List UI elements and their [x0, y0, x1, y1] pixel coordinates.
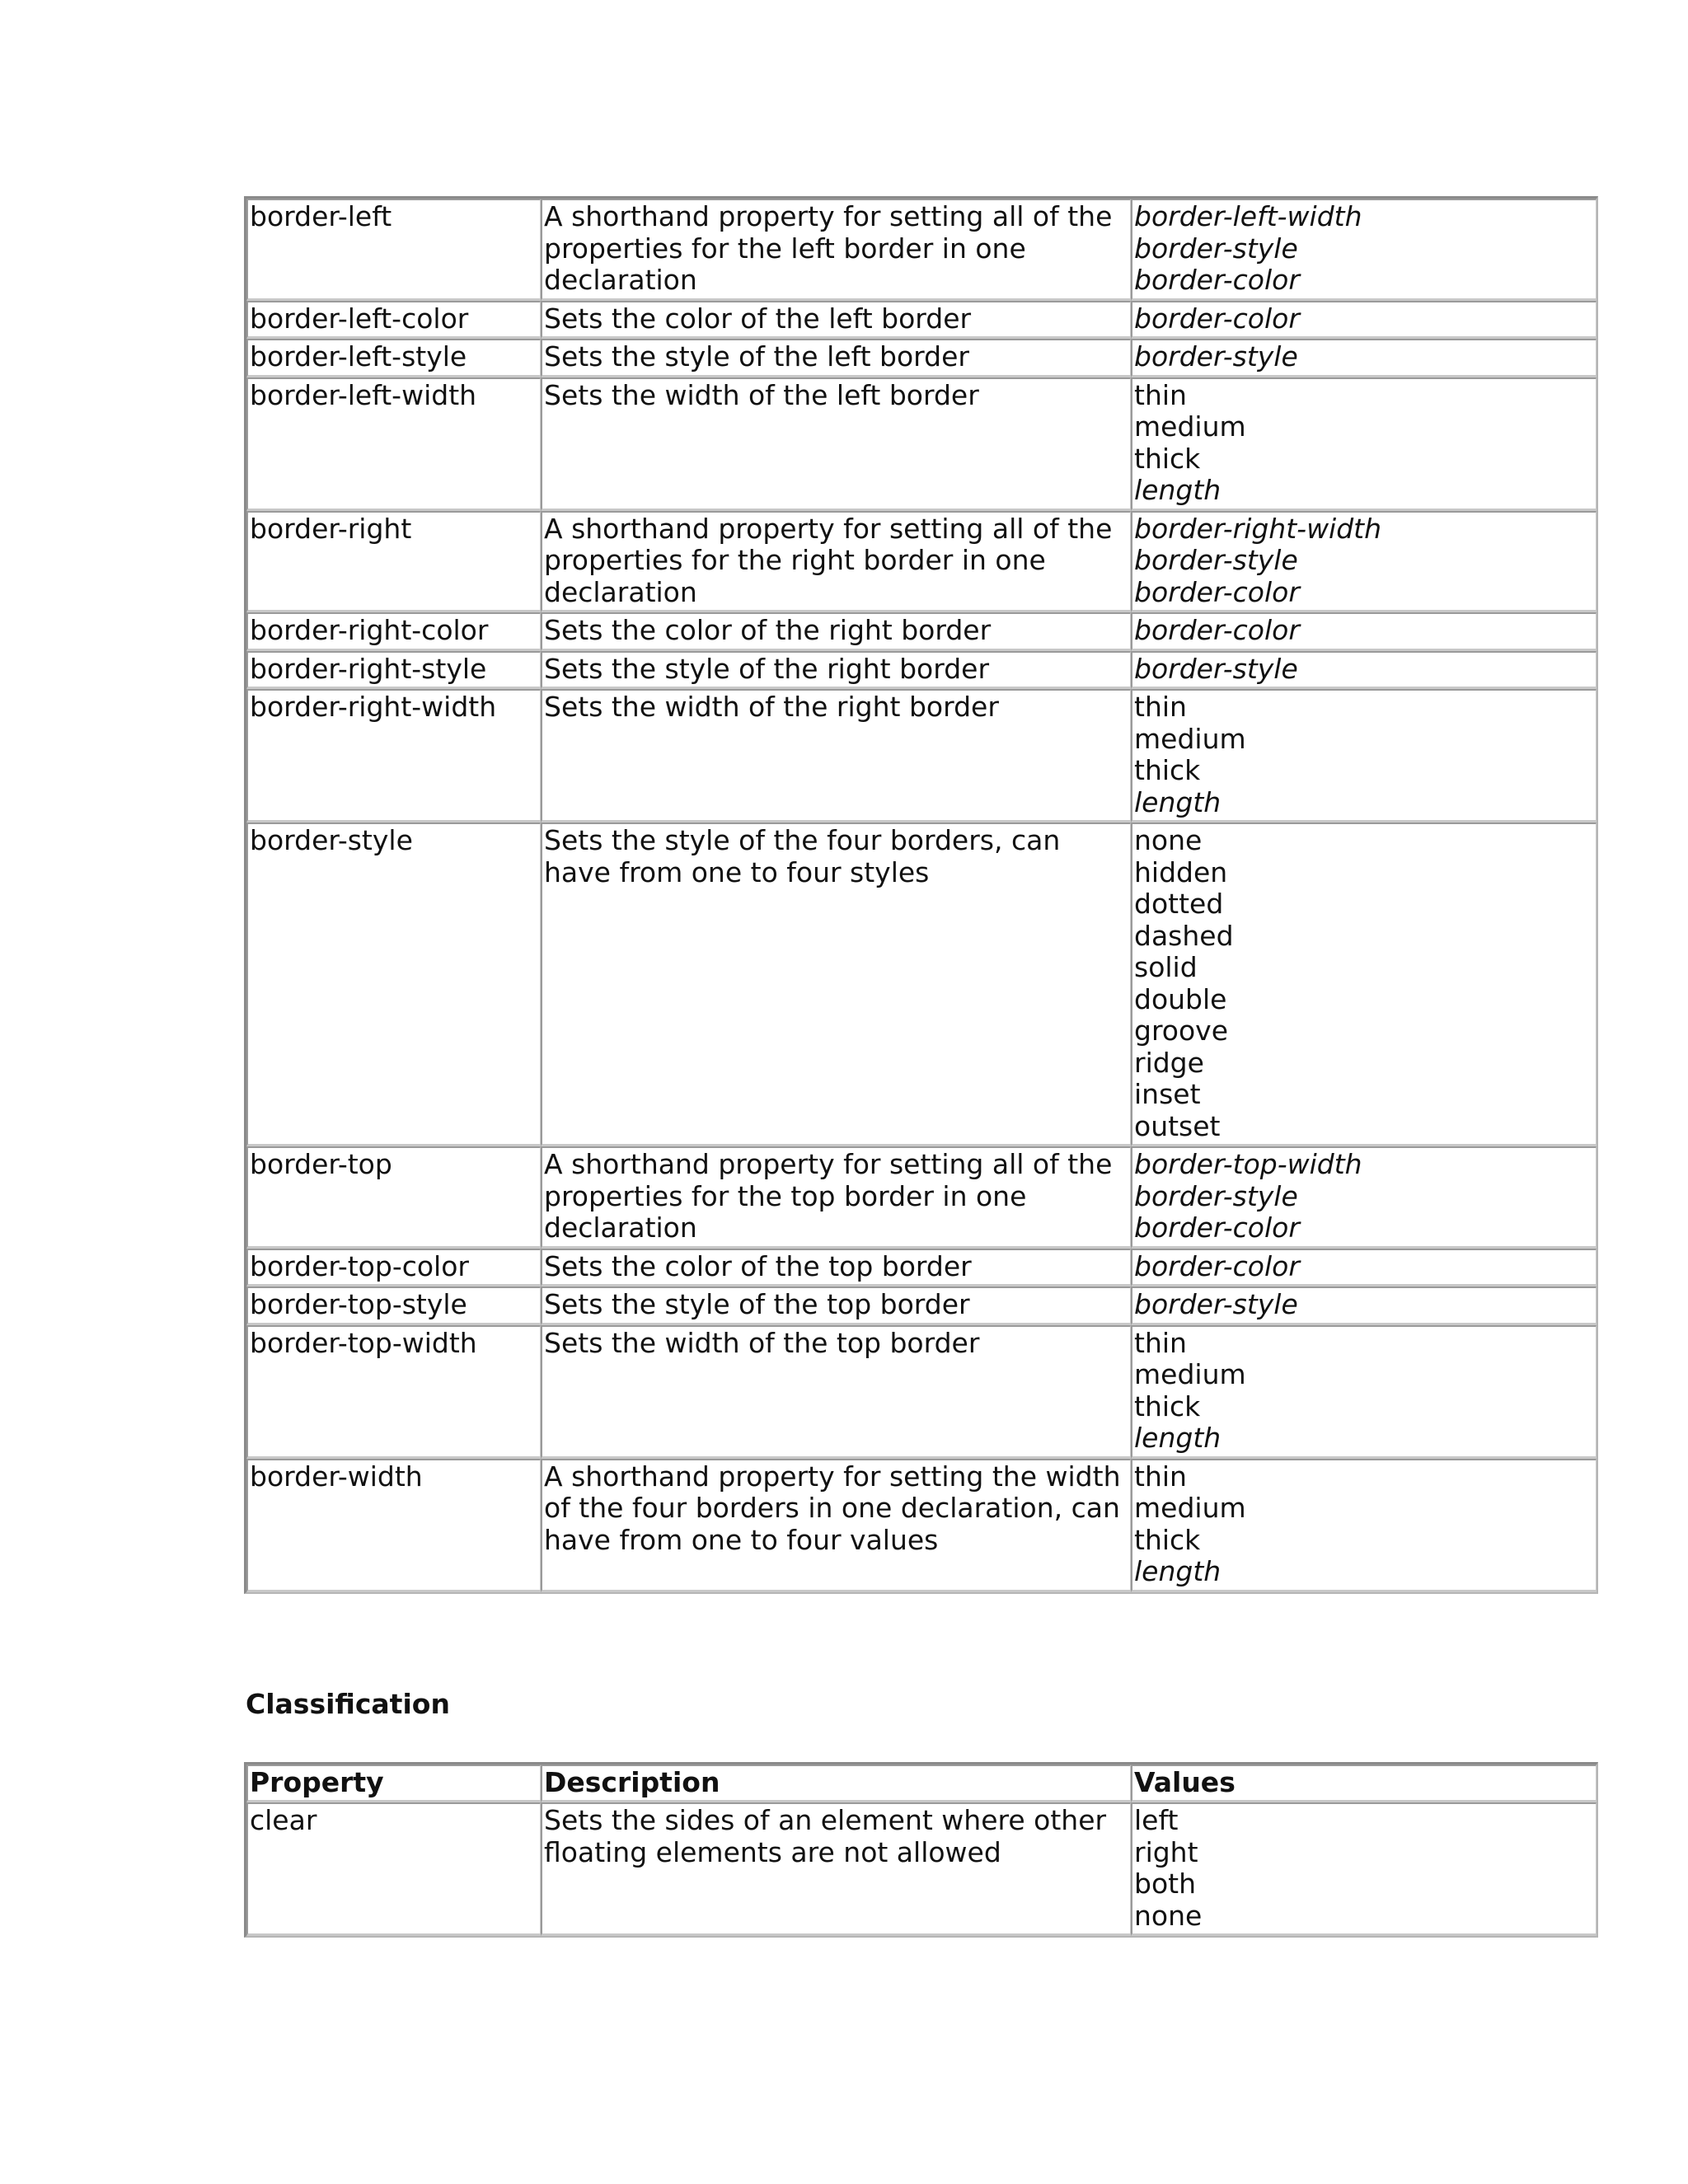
description-cell: Sets the style of the four borders, can have from one to four styles	[541, 823, 1131, 1146]
table-row	[246, 1249, 1597, 1287]
table-row	[246, 823, 1597, 1146]
description-cell: Sets the style of the left border	[541, 339, 1131, 377]
table-row	[246, 689, 1597, 823]
value-item: border-color	[1134, 614, 1300, 646]
value-item: thick	[1134, 442, 1201, 475]
property-cell: border-right-color	[246, 612, 541, 651]
property-cell: border-style	[246, 823, 541, 1146]
header-values: Values	[1131, 1765, 1597, 1803]
description-cell: Sets the style of the top border	[541, 1286, 1131, 1325]
section-title-classification: Classification	[246, 1687, 450, 1720]
value-item: solid	[1134, 951, 1198, 983]
property-cell: border-top-style	[246, 1286, 541, 1325]
table-row	[246, 1325, 1597, 1459]
value-item: border-style	[1134, 652, 1298, 685]
value-item: dashed	[1134, 919, 1234, 952]
table-row	[246, 1459, 1597, 1592]
value-item: none	[1134, 824, 1203, 856]
values-cell	[1131, 612, 1597, 651]
value-item: ridge	[1134, 1046, 1204, 1079]
value-item: thin	[1134, 1460, 1187, 1493]
description-cell: Sets the color of the left border	[541, 301, 1131, 340]
value-item: medium	[1134, 410, 1246, 443]
description-cell: A shorthand property for setting all of the properties for the top border in one declaration	[541, 1146, 1131, 1249]
document-page	[244, 196, 1594, 1938]
value-item: thin	[1134, 1326, 1187, 1359]
description-cell: A shorthand property for setting the width of the four borders in one declaration, can have from one to four values	[541, 1459, 1131, 1592]
values-cell	[1131, 689, 1597, 823]
property-cell: border-width	[246, 1459, 541, 1592]
header-property: Property	[246, 1765, 541, 1803]
values-cell	[1131, 651, 1597, 690]
value-item: thick	[1134, 1523, 1201, 1556]
values-cell	[1131, 1249, 1597, 1287]
values-cell	[1131, 377, 1597, 511]
table-row	[246, 377, 1597, 511]
description-cell: Sets the sides of an element where other floating elements are not allowed	[541, 1802, 1131, 1936]
value-item: border-left-width	[1134, 200, 1362, 232]
value-item: thin	[1134, 691, 1187, 723]
value-item: groove	[1134, 1015, 1229, 1047]
value-item: border-style	[1134, 340, 1298, 373]
value-item: hidden	[1134, 855, 1228, 888]
values-cell	[1131, 199, 1597, 301]
value-item: thick	[1134, 754, 1201, 786]
value-item: both	[1134, 1868, 1196, 1900]
values-cell	[1131, 823, 1597, 1146]
property-cell: border-right-style	[246, 651, 541, 690]
table-row	[246, 339, 1597, 377]
value-item: border-top-width	[1134, 1148, 1362, 1180]
values-cell	[1131, 1459, 1597, 1592]
value-item: right	[1134, 1835, 1198, 1868]
description-cell: Sets the width of the top border	[541, 1325, 1131, 1459]
table-row	[246, 1146, 1597, 1249]
table-row	[246, 1286, 1597, 1325]
property-cell: border-left-style	[246, 339, 541, 377]
table-header-row	[246, 1765, 1597, 1803]
property-cell: border-right	[246, 511, 541, 613]
value-item: dotted	[1134, 888, 1224, 920]
classification-body	[246, 1765, 1597, 1937]
value-item: border-right-width	[1134, 512, 1382, 545]
values-cell	[1131, 301, 1597, 340]
value-item: length	[1134, 1422, 1221, 1454]
value-item: medium	[1134, 1358, 1246, 1390]
description-cell: Sets the style of the right border	[541, 651, 1131, 690]
value-item: border-style	[1134, 1288, 1298, 1320]
property-cell: border-top-width	[246, 1325, 541, 1459]
value-item: length	[1134, 1555, 1221, 1587]
table-row	[246, 199, 1597, 301]
classification-table	[244, 1762, 1598, 1938]
values-cell	[1131, 1325, 1597, 1459]
value-item: border-style	[1134, 232, 1298, 265]
values-cell	[1131, 339, 1597, 377]
property-cell: border-right-width	[246, 689, 541, 823]
property-cell: border-top	[246, 1146, 541, 1249]
value-item: border-color	[1134, 575, 1300, 608]
border-properties-body	[246, 199, 1597, 1592]
description-cell: Sets the width of the left border	[541, 377, 1131, 511]
value-item: medium	[1134, 722, 1246, 755]
property-cell: clear	[246, 1802, 541, 1936]
value-item: border-color	[1134, 264, 1300, 296]
values-cell	[1131, 1286, 1597, 1325]
value-item: outset	[1134, 1109, 1221, 1142]
values-cell	[1131, 1146, 1597, 1249]
table-row	[246, 301, 1597, 340]
description-cell: A shorthand property for setting all of the properties for the right border in one declaration	[541, 511, 1131, 613]
property-cell: border-top-color	[246, 1249, 541, 1287]
value-item: left	[1134, 1804, 1179, 1836]
property-cell: border-left-width	[246, 377, 541, 511]
value-item: length	[1134, 785, 1221, 818]
value-item: border-color	[1134, 302, 1300, 335]
value-item: border-style	[1134, 544, 1298, 576]
value-item: thin	[1134, 378, 1187, 411]
value-item: medium	[1134, 1492, 1246, 1524]
value-item: inset	[1134, 1078, 1201, 1110]
values-cell	[1131, 1802, 1597, 1936]
description-cell: Sets the color of the right border	[541, 612, 1131, 651]
value-item: border-color	[1134, 1249, 1300, 1282]
value-item: length	[1134, 474, 1221, 506]
value-item: thick	[1134, 1390, 1201, 1422]
value-item: border-style	[1134, 1179, 1298, 1212]
table-row	[246, 511, 1597, 613]
property-cell: border-left	[246, 199, 541, 301]
table-row	[246, 612, 1597, 651]
header-description: Description	[541, 1765, 1131, 1803]
value-item: border-color	[1134, 1212, 1300, 1244]
description-cell: Sets the width of the right border	[541, 689, 1131, 823]
value-item: double	[1134, 982, 1227, 1015]
border-properties-table	[244, 196, 1598, 1594]
table-row	[246, 1802, 1597, 1936]
property-cell: border-left-color	[246, 301, 541, 340]
value-item: none	[1134, 1899, 1203, 1932]
description-cell: A shorthand property for setting all of the properties for the left border in one declaration	[541, 199, 1131, 301]
table-row	[246, 651, 1597, 690]
values-cell	[1131, 511, 1597, 613]
description-cell: Sets the color of the top border	[541, 1249, 1131, 1287]
